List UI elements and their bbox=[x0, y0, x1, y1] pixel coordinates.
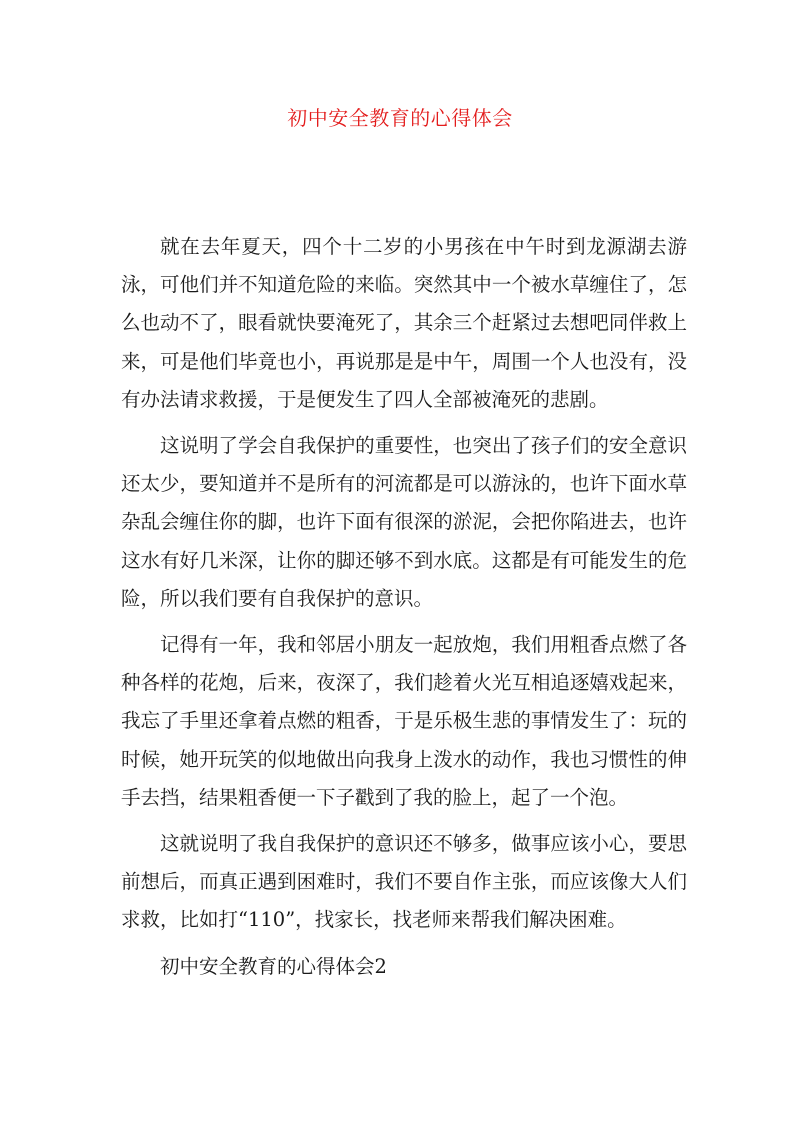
paragraph-2: 这说明了学会自我保护的重要性，也突出了孩子们的安全意识还太少，要知道并不是所有的河流都是可以游泳的，也许下面水草杂乱会缠住你的脚，也许下面有很深的淤泥，会把你陷进去，也许这水有好几米深，让你的脚还够不到水底。这都是有可能发生的危险，所以我们要有自我保护的意识。 bbox=[121, 434, 687, 610]
section-heading-2: 初中安全教育的心得体会2 bbox=[160, 954, 387, 978]
paragraph-4: 这就说明了我自我保护的意识还不够多，做事应该小心，要思前想后，而真正遇到困难时，我们不要自作主张，而应该像大人们求救，比如打“110”，找家长，找老师来帮我们解决困难。 bbox=[121, 832, 687, 932]
document-title: 初中安全教育的心得体会 bbox=[287, 106, 513, 130]
document-body bbox=[121, 228, 687, 994]
paragraph-1: 就在去年夏天，四个十二岁的小男孩在中午时到龙源湖去游泳，可他们并不知道危险的来临。突然其中一个被水草缠住了，怎么也动不了，眼看就快要淹死了，其余三个赶紧过去想吧同伴救上来，可是他们毕竟也小，再说那是是中午，周围一个人也没有，没有办法请求救援，于是便发生了四人全部被淹死的悲剧。 bbox=[121, 235, 687, 411]
paragraph-3: 记得有一年，我和邻居小朋友一起放炮，我们用粗香点燃了各种各样的花炮，后来，夜深了，我们趁着火光互相追逐嬉戏起来，我忘了手里还拿着点燃的粗香，于是乐极生悲的事情发生了：玩的时候，她开玩笑的似地做出向我身上泼水的动作，我也习惯性的伸手去挡，结果粗香便一下子戳到了我的脸上，起了一个泡。 bbox=[121, 633, 687, 809]
